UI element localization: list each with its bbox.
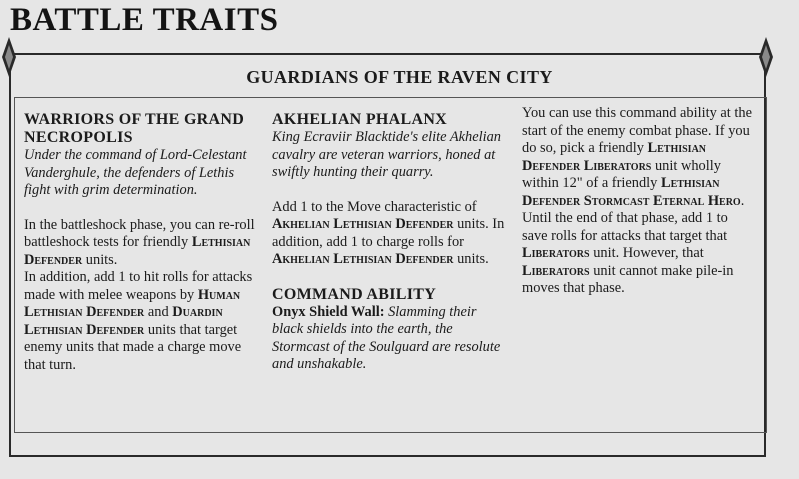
keyword: Lethisian Defender [24, 234, 251, 268]
column-akhelian-phalanx [272, 111, 506, 374]
heading-akhelian-phalanx: AKHELIAN PHALANX [272, 111, 448, 128]
keyword: Human Lethisian Defender [24, 286, 241, 320]
keyword: Akhelian Lethisian Defender [272, 216, 454, 232]
ability-paragraph [272, 304, 506, 374]
rule-paragraph: In addition, add 1 to hit rolls for attacks made with melee weapons by Human Lethisian Defender and Duardin Lethisian Defender units that target enemy units that made a charge move that turn. [24, 269, 253, 373]
flavor-text: King Ecraviir Blacktide's elite Akhelian cavalry are veteran warriors, honed at swiftly hunting their quarry. [272, 129, 502, 180]
keyword: Akhelian Lethisian Defender [272, 251, 454, 267]
rule-paragraph: Add 1 to the Move characteristic of Akhelian Lethisian Defender units. In addition, add 1 to charge rolls for Akhelian Lethisian Defender units. [272, 198, 505, 267]
ability-flavor: Slamming their black shields into the earth, the Stormcast of the Soulguard are resolute and unshakable. [272, 303, 501, 372]
page-title: BATTLE TRAITS [10, 2, 279, 38]
ability-name: Onyx Shield Wall: [272, 303, 385, 320]
heading-warriors: WARRIORS OF THE GRAND NECROPOLIS [24, 111, 245, 146]
section-title: GUARDIANS OF THE RAVEN CITY [246, 67, 553, 87]
column-command-ability-rules [522, 105, 756, 298]
keyword: Lethisian Defender Stormcast Eternal Hero [522, 175, 741, 209]
column-warriors-of-the-grand-necropolis [24, 111, 260, 374]
keyword: Liberators [522, 262, 590, 279]
rule-paragraph: You can use this command ability at the start of the enemy combat phase. If you do so, pick a friendly Lethisian Defender Liberators unit wholly within 12" of a friendly Lethisian Defender Stormcast Eternal Hero. Until the end of that phase, add 1 to save rolls for attacks that target that Liberators unit. However, that Liberators unit cannot make pile-in moves that phase. [522, 105, 752, 296]
flavor-text: Under the command of Lord-Celestant Vanderghule, the defenders of Lethis fight with grim determination. [24, 147, 247, 198]
rule-paragraph: In the battleshock phase, you can re-roll battleshock tests for friendly Lethisian Defender units. [24, 216, 255, 268]
keyword: Lethisian Defender Liberators [522, 140, 707, 174]
heading-command-ability: COMMAND ABILITY [272, 285, 437, 303]
keyword: Liberators [522, 245, 590, 261]
keyword: Duardin Lethisian Defender [24, 304, 223, 338]
